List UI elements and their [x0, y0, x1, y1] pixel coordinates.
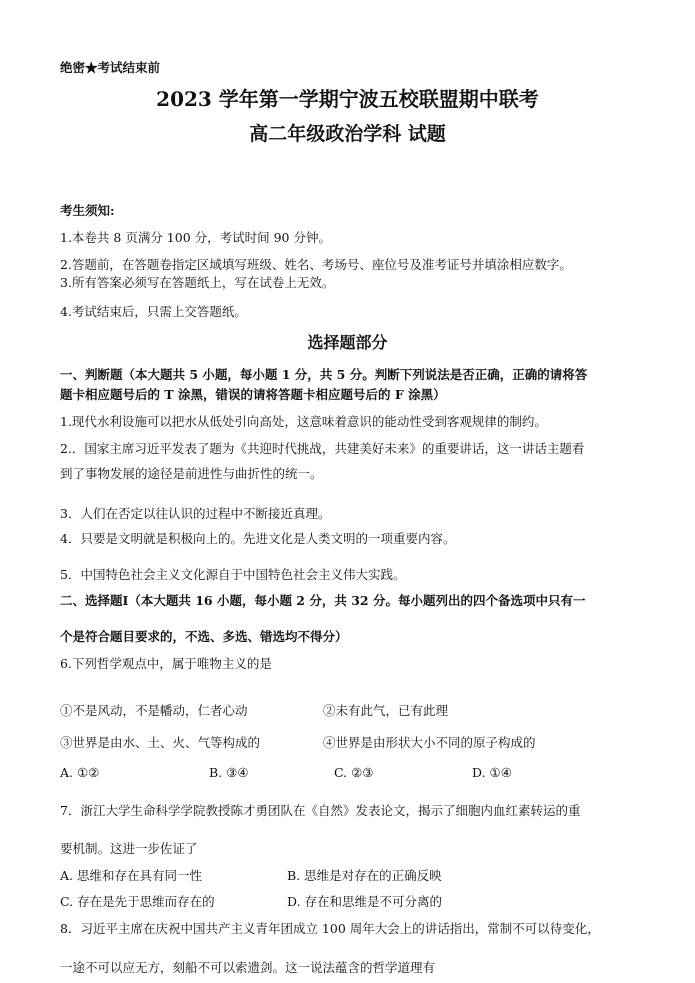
question-6-stem: 6.下列哲学观点中，属于唯物主义的是: [60, 656, 272, 671]
exam-subtitle: 高二年级政治学科 试题: [249, 123, 446, 145]
q6-statement-2: ②未有此气，已有此理: [323, 703, 449, 718]
question-1: 1.现代水利设施可以把水从低处引向高处，这意味着意识的能动性受到客观规律的制约。: [60, 414, 547, 429]
question-8-stem: 8．习近平主席在庆祝中国共产主义青年团成立 100 周年大会上的讲话指出，常制不可以待变化，: [60, 921, 600, 936]
question-2-cont: 到了事物发展的途径是前进性与曲折性的统一。: [60, 466, 323, 481]
part1-heading-cont: 题卡相应题号后的 T 涂黑，错误的请将答题卡相应题号后的 F 涂黑）: [60, 387, 446, 402]
q6-statement-4: ④世界是由形状大小不同的原子构成的: [323, 735, 536, 750]
notice-item: 2.答题前，在答题卷指定区域填写班级、姓名、考场号、座位号及准考证号并填涂相应数字。: [60, 257, 572, 272]
question-8-stem-cont: 一途不可以应无方，刻船不可以索遗剑。这一说法蕴含的哲学道理有: [60, 960, 436, 975]
q6-option-b: B. ③④: [209, 765, 249, 780]
section-title: 选择题部分: [307, 333, 388, 352]
confidential-mark: 绝密★考试结束前: [60, 60, 161, 75]
part2-heading-cont: 个是符合题目要求的，不选、多选、错选均不得分）: [60, 629, 348, 644]
q6-option-a: A. ①②: [60, 765, 100, 780]
q7-option-c: C. 存在是先于思维而存在的: [60, 894, 215, 909]
question-7-stem: 7．浙江大学生命科学学院教授陈才勇团队在《自然》发表论文，揭示了细胞内血红素转运的重: [60, 803, 581, 818]
notice-item: 3.所有答案必须写在答题纸上，写在试卷上无效。: [60, 275, 335, 290]
q6-option-d: D. ①④: [472, 765, 512, 780]
notice-item: 1.本卷共 8 页满分 100 分，考试时间 90 分钟。: [60, 230, 331, 245]
q6-statement-3: ③世界是由水、土、火、气等构成的: [60, 735, 261, 750]
part1-heading: 一、判断题（本大题共 5 小题，每小题 1 分，共 5 分。判断下列说法是否正确，正确的请将答: [60, 367, 588, 382]
q6-option-c: C. ②③: [334, 765, 374, 780]
question-7-stem-cont: 要机制。这进一步佐证了: [60, 841, 198, 856]
question-2: 2.．国家主席习近平发表了题为《共迎时代挑战，共建美好未来》的重要讲话，这一讲话主题看: [60, 441, 585, 456]
q7-option-d: D. 存在和思维是不可分离的: [287, 894, 443, 909]
question-3: 3．人们在否定以往认识的过程中不断接近真理。: [60, 506, 331, 521]
notice-heading: 考生须知:: [60, 203, 115, 218]
question-5: 5．中国特色社会主义文化源自于中国特色社会主义伟大实践。: [60, 567, 406, 582]
exam-title: 2023 学年第一学期宁波五校联盟期中联考: [156, 87, 539, 111]
q7-option-b: B. 思维是对存在的正确反映: [287, 868, 442, 883]
question-4: 4．只要是文明就是积极向上的。先进文化是人类文明的一项重要内容。: [60, 531, 456, 546]
part2-heading: 二、选择题Ⅰ（本大题共 16 小题，每小题 2 分，共 32 分。每小题列出的四个备选项中只有一: [60, 593, 586, 608]
q6-statement-1: ①不是风动，不是幡动，仁者心动: [60, 703, 248, 718]
notice-item: 4.考试结束后，只需上交答题纸。: [60, 304, 247, 319]
q7-option-a: A. 思维和存在具有同一性: [60, 868, 202, 883]
